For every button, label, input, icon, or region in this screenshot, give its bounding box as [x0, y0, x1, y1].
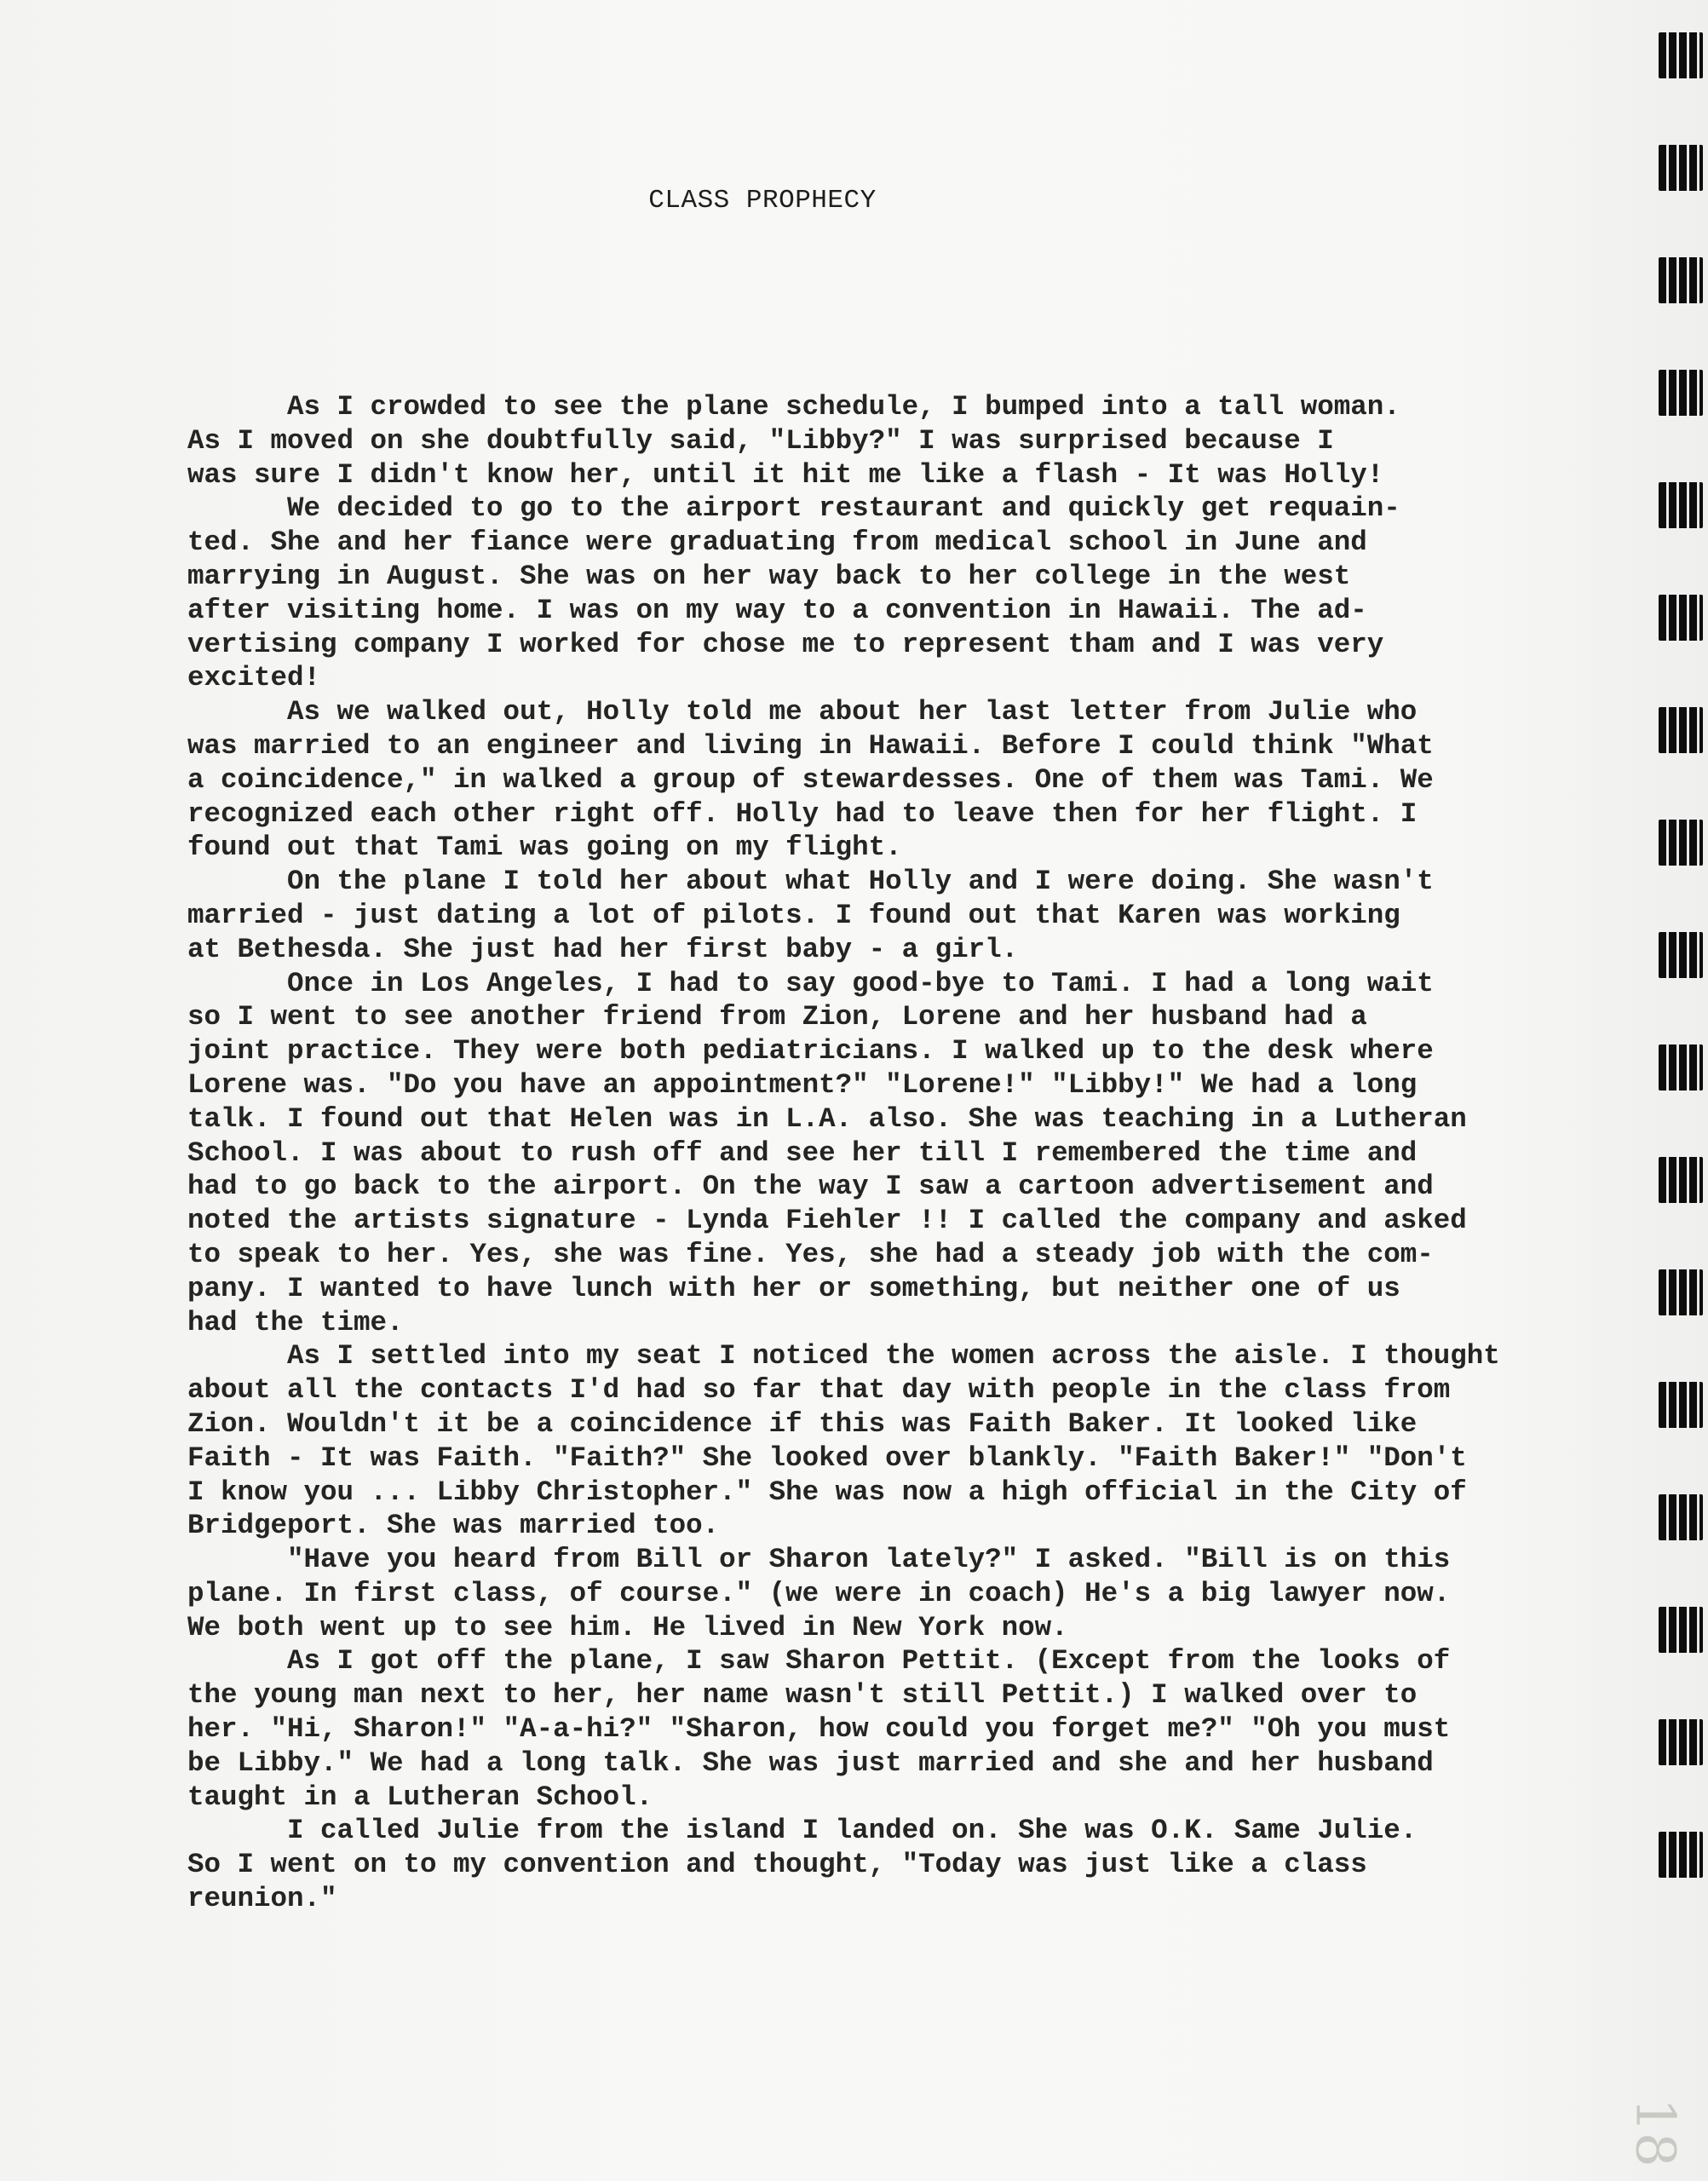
text-line: plane. In first class, of course." (we were in coach) He's a big lawyer now.: [187, 1577, 1451, 1609]
binding-ring: [1659, 1044, 1703, 1090]
text-line: Bridgeport. She was married too.: [187, 1510, 720, 1542]
text-line: her. "Hi, Sharon!" "A-a-hi?" "Sharon, how could you forget me?" "Oh you must: [187, 1713, 1451, 1746]
text-line: We both went up to see him. He lived in New York now.: [187, 1611, 1068, 1643]
text-line: be Libby." We had a long talk. She was just married and she and her husband: [187, 1747, 1434, 1779]
text-line: As I crowded to see the plane schedule, I bumped into a tall woman.: [187, 391, 1400, 423]
text-line: Once in Los Angeles, I had to say good-bye to Tami. I had a long wait: [187, 967, 1434, 999]
binding-ring: [1659, 932, 1703, 978]
text-line: a coincidence," in walked a group of stewardesses. One of them was Tami. We: [187, 763, 1434, 796]
binding-ring: [1659, 1269, 1703, 1315]
text-line: excited!: [187, 662, 321, 694]
text-line: had the time.: [187, 1306, 404, 1338]
binding-ring: [1659, 257, 1703, 303]
text-line: was sure I didn't know her, until it hit me like a flash - It was Holly!: [187, 458, 1384, 491]
text-line: pany. I wanted to have lunch with her or something, but neither one of us: [187, 1272, 1400, 1304]
text-line: So I went on to my convention and thought, "Today was just like a class: [187, 1849, 1367, 1881]
text-line: As we walked out, Holly told me about her last letter from Julie who: [187, 696, 1418, 728]
text-line: talk. I found out that Helen was in L.A. also. She was teaching in a Lutheran: [187, 1102, 1467, 1135]
text-line: vertising company I worked for chose me to represent tham and I was very: [187, 628, 1384, 660]
binding-ring: [1659, 820, 1703, 866]
binding-ring: [1659, 1719, 1703, 1765]
text-line: at Bethesda. She just had her first baby - a girl.: [187, 933, 1019, 965]
text-line: As I got off the plane, I saw Sharon Pettit. (Except from the looks of: [187, 1645, 1451, 1677]
binding-ring: [1659, 595, 1703, 641]
text-line: Lorene was. "Do you have an appointment?" "Lorene!" "Libby!" We had a long: [187, 1068, 1418, 1101]
text-line: so I went to see another friend from Zion, Lorene and her husband had a: [187, 1001, 1367, 1033]
text-line: ted. She and her fiance were graduating from medical school in June and: [187, 527, 1367, 559]
text-line: On the plane I told her about what Holly and I were doing. She wasn't: [187, 866, 1434, 898]
text-line: taught in a Lutheran School.: [187, 1781, 653, 1813]
page-title: CLASS PROPHECY: [648, 186, 877, 216]
text-line: to speak to her. Yes, she was fine. Yes, she had a steady job with the com-: [187, 1238, 1434, 1270]
text-line: School. I was about to rush off and see her till I remembered the time and: [187, 1137, 1418, 1169]
binding-ring: [1659, 1157, 1703, 1203]
text-line: found out that Tami was going on my flight.: [187, 832, 902, 864]
binding-ring: [1659, 1832, 1703, 1878]
text-line: after visiting home. I was on my way to a convention in Hawaii. The ad-: [187, 594, 1367, 626]
text-line: Faith - It was Faith. "Faith?" She looked over blankly. "Faith Baker!" "Don't: [187, 1442, 1467, 1474]
binding-ring: [1659, 1607, 1703, 1653]
text-line: about all the contacts I'd had so far that day with people in the class from: [187, 1374, 1451, 1407]
text-line: noted the artists signature - Lynda Fiehler !! I called the company and asked: [187, 1205, 1467, 1237]
binding-ring: [1659, 370, 1703, 416]
text-line: recognized each other right off. Holly had to leave then for her flight. I: [187, 797, 1418, 830]
text-line: was married to an engineer and living in Hawaii. Before I could think "What: [187, 729, 1434, 762]
binding-ring: [1659, 1494, 1703, 1540]
text-line: I called Julie from the island I landed on. She was O.K. Same Julie.: [187, 1815, 1418, 1847]
text-line: As I settled into my seat I noticed the women across the aisle. I thought: [187, 1340, 1500, 1372]
text-line: married - just dating a lot of pilots. I found out that Karen was working: [187, 899, 1400, 931]
text-line: joint practice. They were both pediatricians. I walked up to the desk where: [187, 1035, 1434, 1067]
binding-ring: [1659, 1382, 1703, 1428]
text-line: "Have you heard from Bill or Sharon lately?" I asked. "Bill is on this: [187, 1544, 1451, 1576]
text-line: marrying in August. She was on her way back to her college in the west: [187, 560, 1351, 592]
binding-ring: [1659, 145, 1703, 191]
page-number: 18: [1623, 2098, 1687, 2167]
text-line: I know you ... Libby Christopher." She was now a high official in the City of: [187, 1476, 1467, 1508]
spiral-binding: [1648, 0, 1708, 2181]
text-line: Zion. Wouldn't it be a coincidence if this was Faith Baker. It looked like: [187, 1407, 1418, 1440]
text-line: We decided to go to the airport restaurant and quickly get requain-: [187, 492, 1400, 525]
body-text: [187, 390, 1516, 1916]
binding-ring: [1659, 482, 1703, 528]
text-line: reunion.": [187, 1883, 337, 1915]
text-line: the young man next to her, her name wasn't still Pettit.) I walked over to: [187, 1679, 1418, 1712]
binding-ring: [1659, 32, 1703, 78]
binding-ring: [1659, 707, 1703, 753]
text-line: As I moved on she doubtfully said, "Libby?" I was surprised because I: [187, 424, 1334, 457]
text-line: had to go back to the airport. On the way I saw a cartoon advertisement and: [187, 1171, 1434, 1203]
